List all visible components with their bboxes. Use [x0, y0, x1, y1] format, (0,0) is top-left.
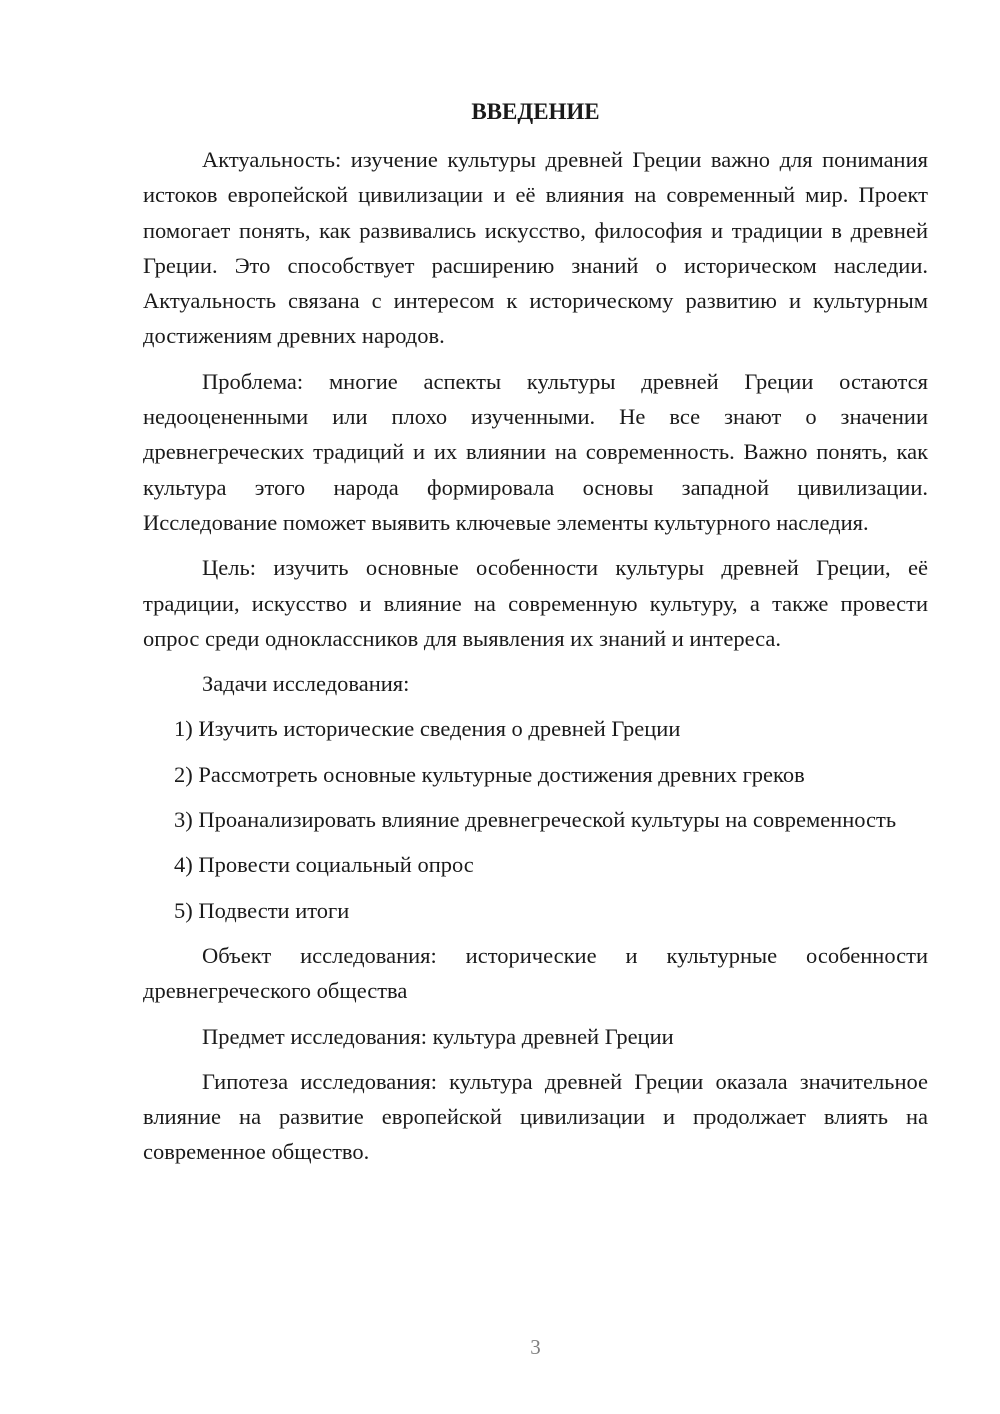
page-number: 3 — [530, 1335, 541, 1359]
task-item: 2) Рассмотреть основные культурные достижения древних греков — [174, 761, 805, 787]
task-item: 3) Проанализировать влияние древнегреческой культуры на современность — [174, 807, 897, 833]
tasks-heading: Задачи исследования: — [202, 671, 410, 697]
task-item: 4) Провести социальный опрос — [174, 852, 474, 878]
hypothesis-paragraph: Гипотеза исследования: культура древней Греции оказала значительное влияние на развитие европейской цивилизации и продолжает влиять на современное общество. — [143, 1068, 928, 1165]
relevance-paragraph: Актуальность: изучение культуры древней Греции важно для понимания истоков европейской цивилизации и её влияния на современный мир. Проект помогает понять, как развивались искусство, философия и традиции в древней Греции. Это способствует расширению знаний о историческом наследии. Актуальность связана с интересом к историческому развитию и культурным достижениям древних народов. — [143, 147, 928, 349]
goal-paragraph: Цель: изучить основные особенности культуры древней Греции, её традиции, искусство и влияние на современную культуру, а также провести опрос среди одноклассников для выявления их знаний и интереса. — [143, 555, 928, 651]
subject-paragraph: Предмет исследования: культура древней Греции — [202, 1023, 674, 1049]
object-paragraph: Объект исследования: исторические и культурные особенности древнегреческого общества — [143, 942, 928, 1004]
task-item: 1) Изучить исторические сведения о древней Греции — [174, 716, 681, 742]
task-item: 5) Подвести итоги — [174, 897, 350, 923]
document-body — [143, 142, 928, 1180]
section-title: ВВЕДЕНИЕ — [471, 99, 600, 124]
problem-paragraph: Проблема: многие аспекты культуры древней Греции остаются недооцененными или плохо изученными. Не все знают о значении древнегреческих традиций и их влиянии на современность. Важно понять, как культура этого народа формировала основы западной цивилизации. Исследование поможет выявить ключевые элементы культурного наследия. — [143, 368, 928, 535]
document-page — [143, 0, 928, 1414]
